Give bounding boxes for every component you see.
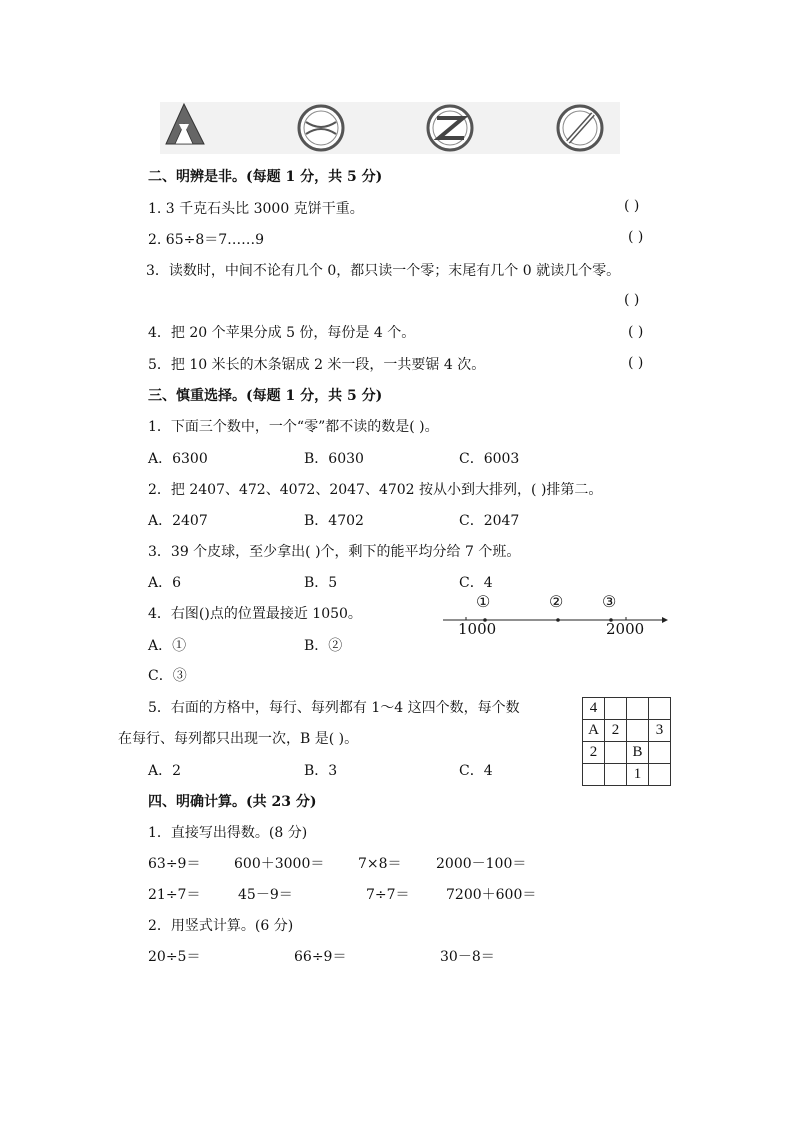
- s2-item-5: 5．把 10 米长的木条锯成 2 米一段，一共要锯 4 次。: [148, 357, 486, 373]
- s3-q5-stem-line1: 5．右面的方格中，每行、每列都有 1～4 这四个数，每个数: [148, 700, 520, 716]
- s3-q2-option-c[interactable]: C．2047: [459, 513, 520, 529]
- section4-title: 四、明确计算。(共 23 分): [148, 794, 317, 810]
- calc-item: 7÷7＝: [366, 887, 410, 903]
- tick-label-2000: 2000: [606, 620, 645, 638]
- point-2-label: ②: [549, 592, 564, 611]
- calc-item: 21÷7＝: [148, 887, 201, 903]
- grid-cell: [605, 698, 627, 720]
- s3-q4-option-c[interactable]: C．③: [148, 668, 187, 684]
- s3-q1-option-a[interactable]: A．6300: [148, 451, 208, 467]
- grid-cell: 3: [649, 720, 671, 742]
- s3-q1-option-b[interactable]: B．6030: [304, 451, 364, 467]
- s3-q2-option-a[interactable]: A．2407: [148, 513, 208, 529]
- s3-q4-option-b[interactable]: B．②: [304, 638, 343, 654]
- circle-z-icon: [428, 106, 472, 150]
- grid-cell: A: [583, 720, 605, 742]
- grid-cell: 2: [583, 742, 605, 764]
- s3-q5-option-c[interactable]: C．4: [459, 763, 493, 779]
- triangle-icon: [166, 104, 204, 144]
- s2-item-4: 4．把 20 个苹果分成 5 份，每份是 4 个。: [148, 325, 416, 341]
- s3-q4-option-a[interactable]: A．①: [148, 638, 187, 654]
- s3-q3-option-a[interactable]: A．6: [148, 575, 182, 591]
- s4-q1-stem: 1．直接写出得数。(8 分): [148, 825, 308, 841]
- calc-item: 30－8＝: [440, 949, 495, 965]
- grid-row: [583, 764, 671, 786]
- grid-cell: [605, 742, 627, 764]
- grid-cell: 1: [627, 764, 649, 786]
- section3-title: 三、慎重选择。(每题 1 分，共 5 分): [148, 388, 383, 404]
- s3-q5-stem-line2: 在每行、每列都只出现一次，B 是( )。: [118, 731, 359, 747]
- s3-q4-stem: 4．右图()点的位置最接近 1050。: [148, 606, 362, 622]
- calc-item: 45－9＝: [238, 887, 293, 903]
- s2-item-1: 1. 3 千克石头比 3000 克饼干重。: [148, 201, 364, 217]
- point-1-label: ①: [476, 592, 491, 611]
- s2-item-4-paren[interactable]: ( ): [628, 324, 644, 340]
- s3-q1-stem: 1．下面三个数中，一个“零”都不读的数是( )。: [148, 419, 439, 435]
- grid-row: [583, 742, 671, 764]
- grid-row: [583, 698, 671, 720]
- s2-item-5-paren[interactable]: ( ): [628, 355, 644, 371]
- grid-cell: [649, 742, 671, 764]
- s3-q5-option-b[interactable]: B．3: [304, 763, 338, 779]
- s2-item-3: 3．读数时，中间不论有几个 0，都只读一个零；末尾有几个 0 就读几个零。: [146, 263, 621, 279]
- calc-item: 20÷5＝: [148, 949, 201, 965]
- tick-label-1000: 1000: [458, 620, 497, 638]
- point-3-label: ③: [602, 592, 617, 611]
- calc-item: 7×8＝: [358, 856, 402, 872]
- grid-cell: 2: [605, 720, 627, 742]
- calc-item: 7200＋600＝: [446, 887, 537, 903]
- grid-cell: [649, 698, 671, 720]
- circle-slash-icon: [558, 106, 602, 150]
- calc-item: 63÷9＝: [148, 856, 201, 872]
- grid-row: [583, 720, 671, 742]
- latin-square-grid: [582, 697, 671, 786]
- shapes-strip: [160, 102, 620, 154]
- s3-q2-stem: 2．把 2407、472、4072、2047、4702 按从小到大排列，( )排第二。: [148, 482, 603, 498]
- calc-item: 2000－100＝: [436, 856, 527, 872]
- s3-q3-option-b[interactable]: B．5: [304, 575, 338, 591]
- s3-q5-option-a[interactable]: A．2: [148, 763, 182, 779]
- s2-item-2: 2. 65÷8＝7……9: [148, 232, 265, 248]
- grid-cell: [627, 698, 649, 720]
- s4-q2-stem: 2．用竖式计算。(6 分): [148, 918, 294, 934]
- grid-cell: [649, 764, 671, 786]
- calc-item: 66÷9＝: [294, 949, 347, 965]
- grid-cell: [583, 764, 605, 786]
- grid-cell: [605, 764, 627, 786]
- calc-item: 600＋3000＝: [234, 856, 325, 872]
- circle-arcs-icon: [299, 106, 343, 150]
- s3-q3-stem: 3．39 个皮球，至少拿出( )个，剩下的能平均分给 7 个班。: [148, 544, 521, 560]
- s2-item-3-paren[interactable]: ( ): [624, 292, 640, 308]
- s2-item-1-paren[interactable]: ( ): [624, 198, 640, 214]
- number-line: [440, 592, 670, 638]
- shapes-svg: [160, 102, 620, 154]
- s2-item-2-paren[interactable]: ( ): [628, 229, 644, 245]
- grid-cell: B: [627, 742, 649, 764]
- s3-q2-option-b[interactable]: B．4702: [304, 513, 364, 529]
- s3-q1-option-c[interactable]: C．6003: [459, 451, 520, 467]
- grid-cell: 4: [583, 698, 605, 720]
- section2-title: 二、明辨是非。(每题 1 分，共 5 分): [148, 169, 383, 185]
- grid-cell: [627, 720, 649, 742]
- s3-q3-option-c[interactable]: C．4: [459, 575, 493, 591]
